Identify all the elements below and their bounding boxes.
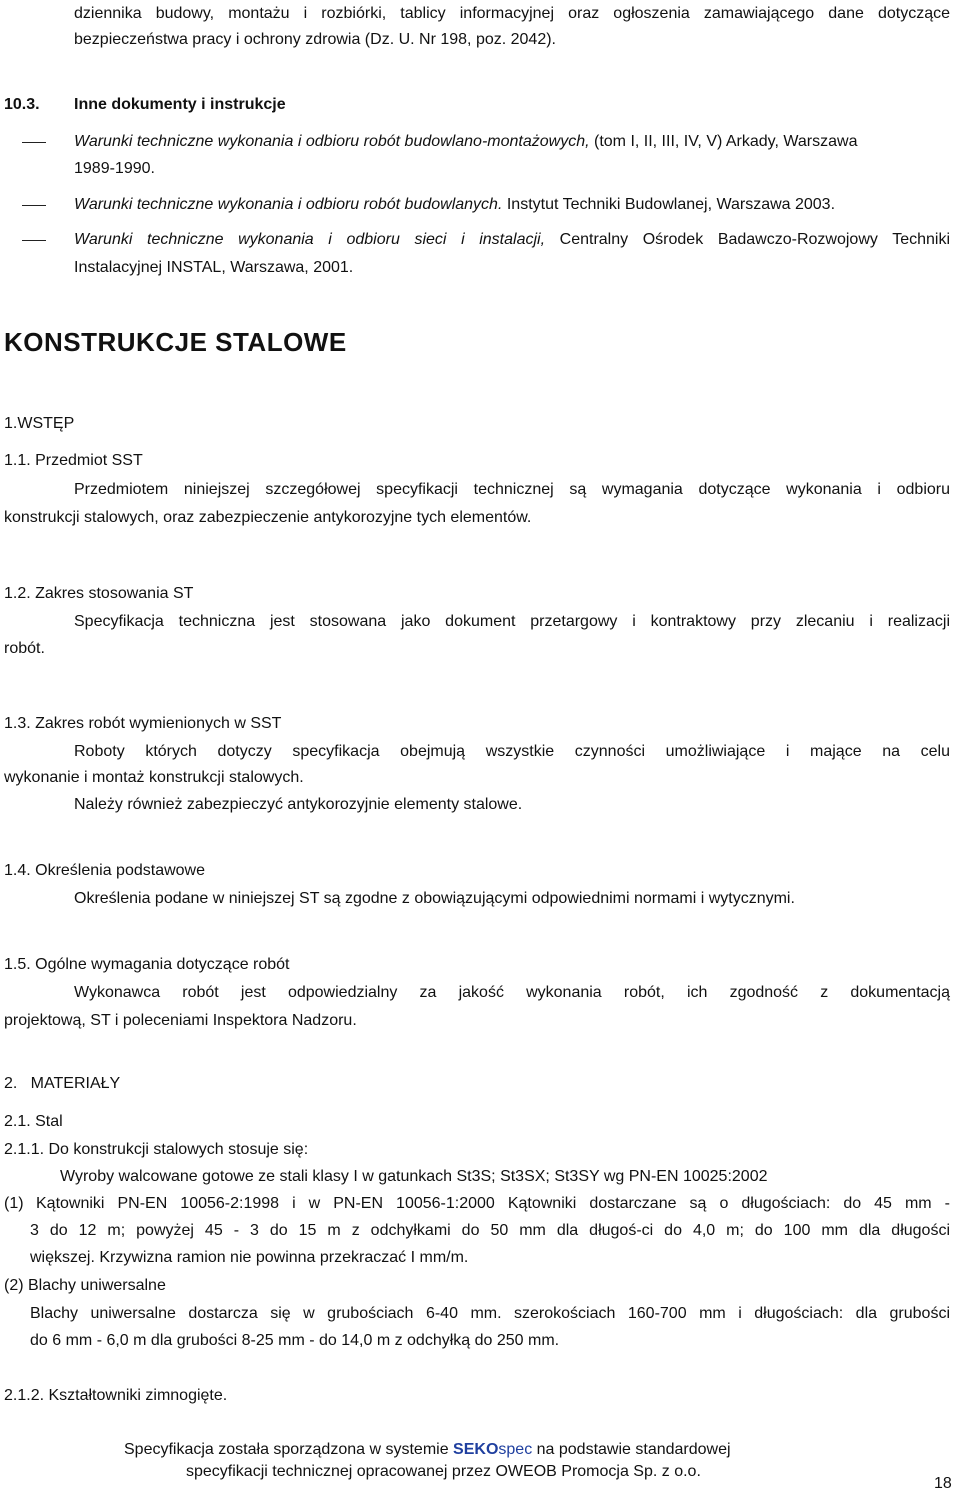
section-1-4-title: 1.4. Określenia podstawowe: [4, 862, 205, 879]
section-2-title: 2. MATERIAŁY: [4, 1075, 121, 1092]
page-number: 18: [934, 1475, 952, 1492]
item-1-line-2: 3 do 12 m; powyżej 45 - 3 do 15 m z odchyłkami do 50 mm dla długoś-ci do 4,0 m; do 100 mm dla długości: [30, 1222, 950, 1239]
reference-item-2: Warunki techniczne wykonania i odbioru robót budowlanych. Instytut Techniki Budowlanej, Warszawa 2003.: [74, 196, 836, 213]
section-10-3-title: Inne dokumenty i instrukcje: [74, 96, 286, 113]
footer-line-2: specyfikacji technicznej opracowanej przez OWEOB Promocja Sp. z o.o.: [186, 1463, 701, 1480]
section-1-3-title: 1.3. Zakres robót wymienionych w SST: [4, 715, 282, 732]
item-2-title: (2) Blachy uniwersalne: [4, 1277, 166, 1294]
dash-bullet-1: [22, 142, 46, 143]
section-1-3-para-2: wykonanie i montaż konstrukcji stalowych.: [4, 769, 304, 786]
section-1-2-title: 1.2. Zakres stosowania ST: [4, 585, 194, 602]
dash-bullet-3: [22, 240, 46, 241]
reference-item-1-cont: 1989-1990.: [74, 160, 155, 177]
section-10-3-number: 10.3.: [4, 96, 40, 113]
footer-line-1: Specyfikacja została sporządzona w systemie SEKOspec na podstawie standardowej: [124, 1441, 731, 1458]
section-1-5-title: 1.5. Ogólne wymagania dotyczące robót: [4, 956, 290, 973]
section-1-title: 1.WSTĘP: [4, 415, 75, 432]
section-1-4-para-1: Określenia podane w niniejszej ST są zgodne z obowiązującymi odpowiednimi normami i wytycznymi.: [74, 890, 795, 907]
section-2-1-1-title: 2.1.1. Do konstrukcji stalowych stosuje się:: [4, 1141, 309, 1158]
section-2-1-1-para: Wyroby walcowane gotowe ze stali klasy I w gatunkach St3S; St3SX; St3SY wg PN-EN 10025:2002: [60, 1168, 768, 1185]
section-1-1-title: 1.1. Przedmiot SST: [4, 452, 143, 469]
intro-line-2: bezpieczeństwa pracy i ochrony zdrowia (Dz. U. Nr 198, poz. 2042).: [74, 31, 556, 48]
section-1-1-para-2: konstrukcji stalowych, oraz zabezpieczenie antykorozyjne tych elementów.: [4, 509, 532, 526]
item-1-line-1: Kątowniki PN-EN 10056-2:1998 i w PN-EN 10056-1:2000 Kątowniki dostarczane są o długościach: do 45 mm -: [36, 1195, 950, 1212]
item-2-line-2: do 6 mm - 6,0 m dla grubości 8-25 mm - do 14,0 m z odchyłką do 250 mm.: [30, 1332, 560, 1349]
section-1-5-para-1: Wykonawca robót jest odpowiedzialny za jakość wykonania robót, ich zgodność z dokumentacją: [74, 984, 950, 1001]
section-1-5-para-2: projektową, ST i poleceniami Inspektora Nadzoru.: [4, 1012, 357, 1029]
item-1-line-3: większej. Krzywizna ramion nie powinna przekraczać I mm/m.: [30, 1249, 469, 1266]
reference-item-3-cont: Instalacyjnej INSTAL, Warszawa, 2001.: [74, 259, 354, 276]
section-1-3-para-3: Należy również zabezpieczyć antykorozyjnie elementy stalowe.: [74, 796, 523, 813]
intro-line-1: dziennika budowy, montażu i rozbiórki, tablicy informacyjnej oraz ogłoszenia zamawiającego dane dotyczące: [74, 5, 950, 22]
seko-logo-text: SEKO: [453, 1441, 499, 1458]
page-title: KONSTRUKCJE STALOWE: [4, 327, 347, 357]
item-2-line-1: Blachy uniwersalne dostarcza się w grubościach 6-40 mm. szerokościach 160-700 mm i długościach: dla grubości: [30, 1305, 950, 1322]
section-1-3-para-1: Roboty których dotyczy specyfikacja obejmują wszystkie czynności umożliwiające i mające na celu: [74, 743, 950, 760]
section-1-2-para-1: Specyfikacja techniczna jest stosowana jako dokument przetargowy i kontraktowy przy zlecaniu i realizacji: [74, 613, 950, 630]
reference-item-3: Warunki techniczne wykonania i odbioru sieci i instalacji, Centralny Ośrodek Badawczo-Rozwojowy Techniki: [74, 231, 950, 248]
item-1-number: (1): [4, 1195, 24, 1212]
spec-logo-text: spec: [498, 1441, 533, 1458]
section-1-1-para-1: Przedmiotem niniejszej szczegółowej specyfikacji technicznej są wymagania dotyczące wykonania i odbioru: [74, 481, 950, 498]
reference-item-1: Warunki techniczne wykonania i odbioru robót budowlano-montażowych, (tom I, II, III, IV, V) Arkady, Warszawa: [74, 133, 858, 150]
section-2-1-title: 2.1. Stal: [4, 1113, 63, 1130]
dash-bullet-2: [22, 205, 46, 206]
section-2-1-2-title: 2.1.2. Kształtowniki zimnogięte.: [4, 1387, 228, 1404]
section-1-2-para-2: robót.: [4, 640, 45, 657]
